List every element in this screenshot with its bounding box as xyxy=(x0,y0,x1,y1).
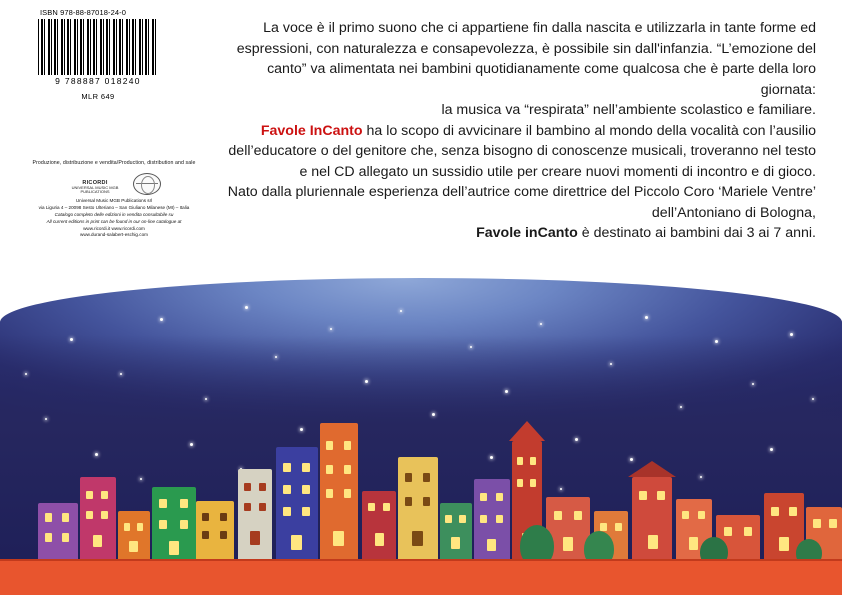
star xyxy=(365,380,368,383)
star xyxy=(300,428,303,431)
building xyxy=(238,469,272,565)
star xyxy=(490,456,493,459)
star xyxy=(160,318,163,321)
star xyxy=(790,333,793,336)
building xyxy=(474,479,510,565)
barcode-block xyxy=(38,8,158,101)
blurb-paragraph-4: Nato dalla pluriennale esperienza dell’autrice come direttrice del Piccolo Coro ‘Mariele Ventre’ dell’Antoniano di Bologna, xyxy=(227,184,816,221)
star xyxy=(120,373,122,375)
star xyxy=(610,363,612,365)
star xyxy=(205,398,207,400)
star xyxy=(190,443,193,446)
website-line-1[interactable]: www.durand-salabert-eschig.com xyxy=(80,232,148,238)
blurb-paragraph-2: la musica va “respirata” nell’ambiente scolastico e familiare. xyxy=(441,102,816,118)
blurb-paragraph-1: La voce è il primo suono che ci appartiene fin dalla nascita e utilizzarla in tante forme ed espressioni, con naturalezza e consapevolezza, è possibile sin dall'infanzia. “L’emozione del canto” va alimentata nei bambini quotidianamente come qualcosa che è parte della loro giornata: xyxy=(236,20,816,98)
isbn-label: ISBN 978-88-87018-24-0 xyxy=(40,8,127,17)
website-line-0[interactable]: www.ricordi.it www.ricordi.com xyxy=(83,225,145,231)
building xyxy=(80,477,116,565)
star xyxy=(770,448,773,451)
ricordi-logo-sub: UNIVERSAL MUSIC MGB PUBLICATIONS xyxy=(71,184,119,195)
building xyxy=(632,477,672,565)
blurb-paragraph-3: ha lo scopo di avvicinare il bambino al mondo della vocalità con l’ausilio dell’educatore o del genitore che, senza bisogno di conoscenze musicali, troveranno nel testo e nel CD allegato un sussidio utile per creare nuovi momenti di incontro e di gioco. xyxy=(228,122,816,180)
building xyxy=(38,503,78,565)
back-cover-blurb xyxy=(218,18,816,244)
star xyxy=(700,476,702,478)
building xyxy=(440,503,472,565)
star xyxy=(812,398,814,400)
barcode-icon xyxy=(38,19,156,75)
star xyxy=(330,328,332,330)
publisher-block xyxy=(24,160,204,239)
address-line-0: Universal Music MGB Publications srl xyxy=(75,198,153,203)
mlr-code: MLR 649 xyxy=(81,92,115,101)
star xyxy=(25,373,27,375)
star xyxy=(400,310,402,312)
building xyxy=(152,487,196,565)
universal-music-logo xyxy=(133,173,161,195)
star xyxy=(275,356,277,358)
building xyxy=(398,457,438,565)
star xyxy=(470,346,472,348)
night-city-skyline-illustration xyxy=(0,278,842,595)
star xyxy=(645,316,648,319)
building xyxy=(362,491,396,565)
barcode-digits: 9 788887 018240 xyxy=(55,76,141,86)
star xyxy=(680,406,682,408)
star xyxy=(432,413,435,416)
address-line-1: via Liguria 4 – 20098 Sesto Ulteriano – San Giuliano Milanese (MI) – Italia xyxy=(38,204,190,210)
star xyxy=(45,418,47,420)
building xyxy=(196,501,234,565)
publisher-websites xyxy=(24,226,204,240)
star xyxy=(95,453,98,456)
building xyxy=(320,423,358,565)
star xyxy=(575,438,578,441)
star xyxy=(245,306,248,309)
address-line-3: All current editions in print can be found in our on-line catalogue at xyxy=(46,218,182,224)
star xyxy=(140,478,142,480)
building xyxy=(118,511,150,565)
blurb-title-highlight: Favole InCanto xyxy=(260,122,363,139)
star xyxy=(70,338,73,341)
ricordi-logo-name: RICORDI xyxy=(82,179,108,186)
star xyxy=(560,488,562,490)
distribution-line: Produzione, distribuzione e vendita/Production, distribution and sale xyxy=(32,160,196,166)
blurb-title-bold: Favole inCanto xyxy=(476,225,578,241)
star xyxy=(715,340,718,343)
publisher-logos xyxy=(24,171,204,195)
star xyxy=(505,390,508,393)
ground xyxy=(0,559,842,595)
blurb-paragraph-5: è destinato ai bambini dai 3 ai 7 anni. xyxy=(577,225,816,241)
ricordi-logo xyxy=(67,180,123,196)
publisher-address xyxy=(24,198,204,226)
star xyxy=(752,383,754,385)
star xyxy=(540,323,542,325)
building xyxy=(276,447,318,565)
address-line-2: Catalogo completo delle edizioni in vendita consultabile su xyxy=(54,211,174,217)
